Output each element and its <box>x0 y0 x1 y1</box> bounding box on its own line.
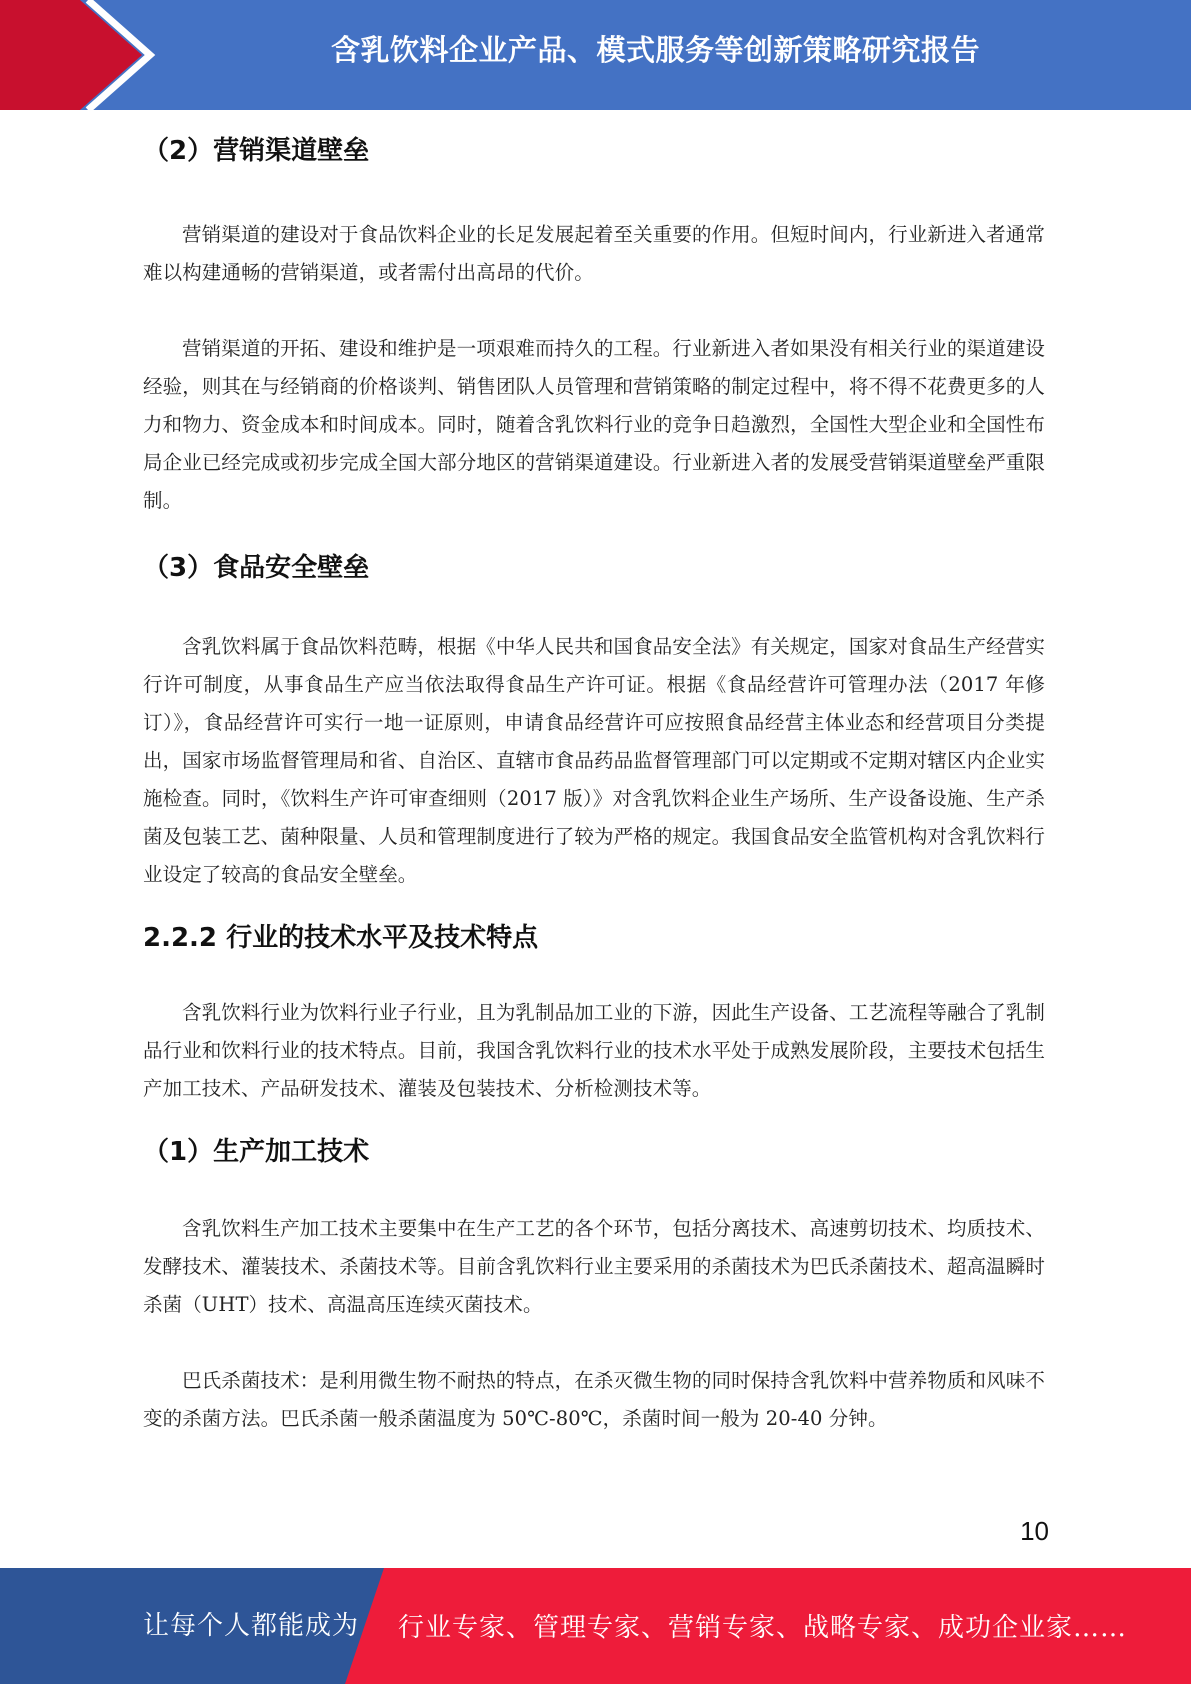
header-banner <box>0 0 1191 110</box>
paragraph: 营销渠道的开拓、建设和维护是一项艰难而持久的工程。行业新进入者如果没有相关行业的渠道建设经验，则其在与经销商的价格谈判、销售团队人员管理和营销策略的制定过程中，将不得不花费更多的人力和物力、资金成本和时间成本。同时，随着含乳饮料行业的竞争日趋激烈，全国性大型企业和全国性布局企业已经完成或初步完成全国大部分地区的营销渠道建设。行业新进入者的发展受营销渠道壁垒严重限制。 <box>143 337 1045 512</box>
paragraph: 含乳饮料行业为饮料行业子行业，且为乳制品加工业的下游，因此生产设备、工艺流程等融合了乳制品行业和饮料行业的技术特点。目前，我国含乳饮料行业的技术水平处于成熟发展阶段，主要技术包括生产加工技术、产品研发技术、灌装及包装技术、分析检测技术等。 <box>143 1001 1045 1100</box>
footer-slogan-left: 让每个人都能成为 <box>143 1611 360 1641</box>
section-heading-food-safety-barrier: （3）食品安全壁垒 <box>143 553 370 583</box>
footer-banner <box>0 1568 1191 1684</box>
paragraph: 含乳饮料生产加工技术主要集中在生产工艺的各个环节，包括分离技术、高速剪切技术、均质技术、发酵技术、灌装技术、杀菌技术等。目前含乳饮料行业主要采用的杀菌技术为巴氏杀菌技术、超高温瞬时杀菌（UHT）技术、高温高压连续灭菌技术。 <box>143 1217 1045 1316</box>
section-heading-production-tech: （1）生产加工技术 <box>143 1137 370 1167</box>
paragraph: 营销渠道的建设对于食品饮料企业的长足发展起着至关重要的作用。但短时间内，行业新进入者通常难以构建通畅的营销渠道，或者需付出高昂的代价。 <box>143 223 1045 284</box>
report-title: 含乳饮料企业产品、模式服务等创新策略研究报告 <box>330 33 980 67</box>
header-red-arrow <box>0 0 142 110</box>
page-number: 10 <box>1020 1516 1049 1546</box>
paragraph: 含乳饮料属于食品饮料范畴，根据《中华人民共和国食品安全法》有关规定，国家对食品生产经营实行许可制度，从事食品生产应当依法取得食品生产许可证。根据《食品经营许可管理办法（2017 年修订）》，食品经营许可实行一地一证原则，申请食品经营许可应按照食品经营主体业态和经营项目分类提出，国家市场监督管理局和省、自治区、直辖市食品药品监督管理部门可以定期或不定期对辖区内企业实施检查。同时，《饮料生产许可审查细则（2017 版）》对含乳饮料企业生产场所、生产设备设施、生产杀菌及包装工艺、菌种限量、人员和管理制度进行了较为严格的规定。我国食品安全监管机构对含乳饮料行业设定了较高的食品安全壁垒。 <box>143 635 1045 886</box>
footer-slogan-right: 行业专家、管理专家、营销专家、战略专家、成功企业家…… <box>398 1613 1128 1643</box>
main-content <box>143 110 1045 1438</box>
paragraph: 巴氏杀菌技术：是利用微生物不耐热的特点，在杀灭微生物的同时保持含乳饮料中营养物质和风味不变的杀菌方法。巴氏杀菌一般杀菌温度为 50℃-80℃，杀菌时间一般为 20-40 分钟。 <box>143 1369 1045 1430</box>
header-arrow-decoration <box>0 0 160 110</box>
section-heading-tech-level: 2.2.2 行业的技术水平及技术特点 <box>143 923 539 953</box>
section-heading-marketing-barrier: （2）营销渠道壁垒 <box>143 136 370 166</box>
